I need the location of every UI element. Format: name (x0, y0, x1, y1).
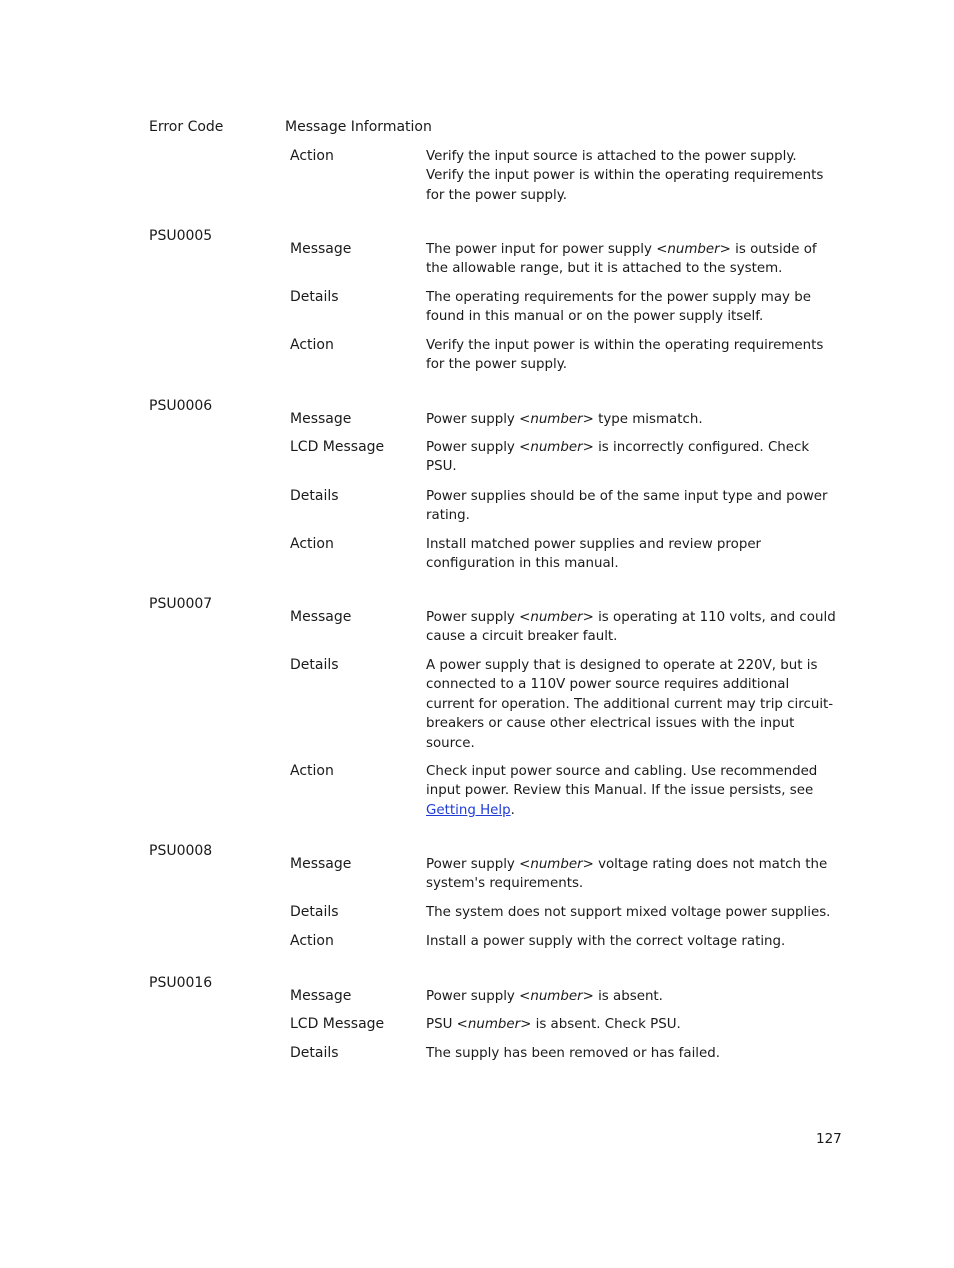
column-header-error-code: Error Code (149, 119, 224, 135)
continued-action-label: Action (290, 148, 334, 164)
psu0005-action-text: Verify the input power is within the operating requirements for the power supply. (426, 338, 824, 373)
psu0007-message-text: Power supply <number> is operating at 110 volts, and could cause a circuit breaker fault. (426, 610, 836, 645)
psu0006-message-label: Message (290, 411, 352, 427)
psu0006-lcd-message-label: LCD Message (290, 439, 385, 455)
psu0016-details-text: The supply has been removed or has failed. (426, 1046, 721, 1061)
psu0007-action-text: Check input power source and cabling. Use recommended input power. Review this Manual. If the issue persists, see Getting Help. (426, 764, 818, 818)
psu0006-details-label: Details (290, 488, 339, 504)
getting-help-link[interactable]: Getting Help (426, 802, 511, 818)
psu0007-action-label: Action (290, 763, 334, 779)
psu0008-details-text: The system does not support mixed voltage power supplies. (426, 905, 831, 920)
error-code-psu0007: PSU0007 (149, 596, 213, 612)
error-code-psu0006: PSU0006 (149, 398, 213, 414)
psu0016-lcd-message-label: LCD Message (290, 1016, 385, 1032)
psu0005-action-label: Action (290, 337, 334, 353)
page-number: 127 (816, 1131, 842, 1147)
psu0008-action-text: Install a power supply with the correct voltage rating. (426, 934, 786, 949)
error-code-psu0005: PSU0005 (149, 228, 213, 244)
psu0016-lcd-message-text: PSU <number> is absent. Check PSU. (426, 1017, 681, 1032)
psu0007-details-text: A power supply that is designed to operate at 220V, but is connected to a 110V power source requires additional current for operation. The additional current may trip circuit- breakers or cause other electrical issues with the input source. (426, 658, 834, 751)
psu0005-details-label: Details (290, 289, 339, 305)
psu0007-message-label: Message (290, 609, 352, 625)
psu0008-details-label: Details (290, 904, 339, 920)
psu0016-message-text: Power supply <number> is absent. (426, 989, 663, 1004)
psu0008-action-label: Action (290, 933, 334, 949)
column-header-message-information: Message Information (285, 119, 432, 135)
psu0016-details-label: Details (290, 1045, 339, 1061)
psu0008-message-text: Power supply <number> voltage rating does not match the system's requirements. (426, 857, 828, 892)
psu0007-details-label: Details (290, 657, 339, 673)
error-code-psu0016: PSU0016 (149, 975, 213, 991)
psu0005-details-text: The operating requirements for the power supply may be found in this manual or on the power supply itself. (426, 290, 811, 325)
psu0006-details-text: Power supplies should be of the same input type and power rating. (426, 489, 828, 524)
psu0006-action-label: Action (290, 536, 334, 552)
psu0005-message-text: The power input for power supply <number> is outside of the allowable range, but it is attached to the system. (426, 242, 817, 277)
psu0016-message-label: Message (290, 988, 352, 1004)
error-code-psu0008: PSU0008 (149, 843, 213, 859)
psu0006-action-text: Install matched power supplies and review proper configuration in this manual. (426, 537, 762, 572)
psu0008-message-label: Message (290, 856, 352, 872)
psu0006-lcd-message-text: Power supply <number> is incorrectly configured. Check PSU. (426, 440, 810, 475)
psu0005-message-label: Message (290, 241, 352, 257)
continued-action-text: Verify the input source is attached to the power supply. Verify the input power is within the operating requirements for the power supply. (426, 149, 824, 203)
psu0006-message-text: Power supply <number> type mismatch. (426, 412, 703, 427)
